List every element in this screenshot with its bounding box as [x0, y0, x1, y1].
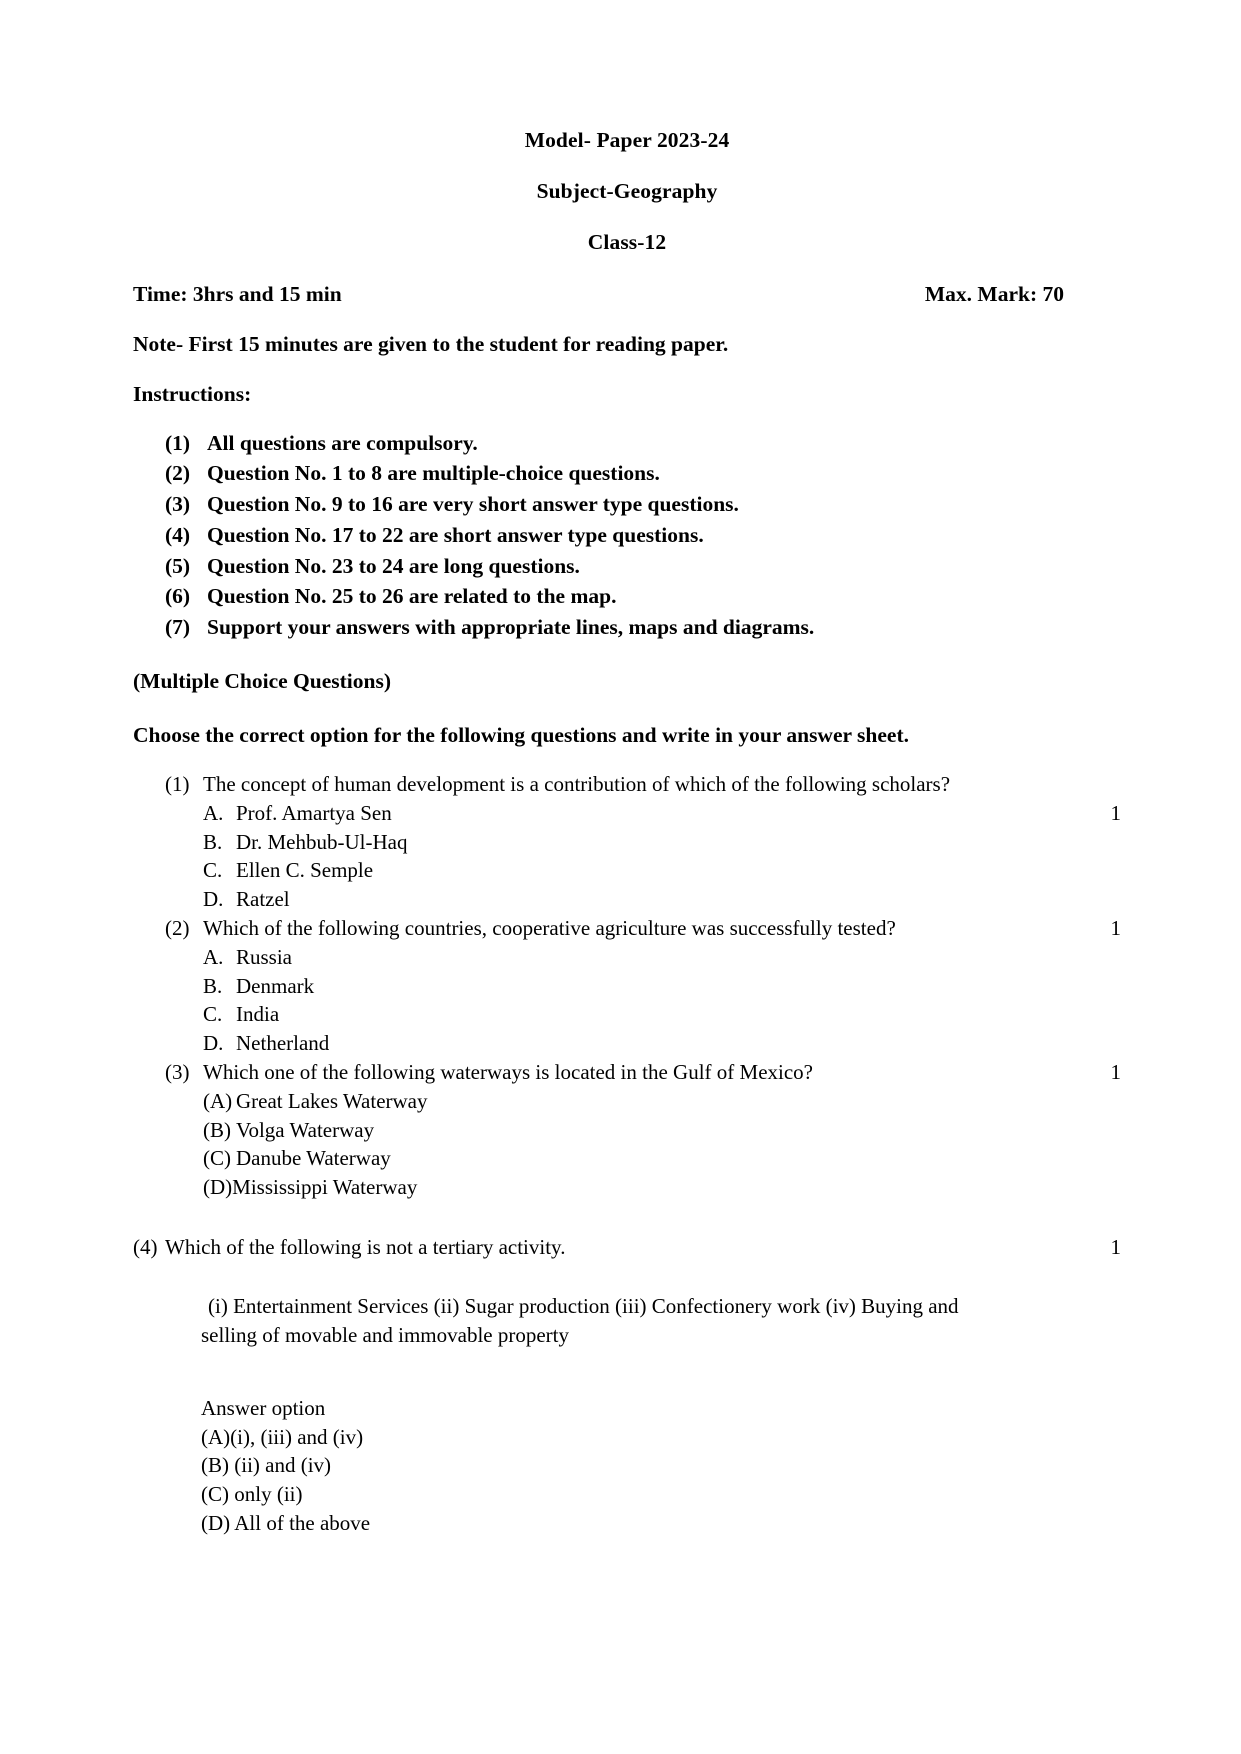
option-text: Denmark [236, 973, 315, 998]
option-item[interactable] [203, 1116, 1121, 1145]
option-item[interactable] [203, 1029, 1121, 1058]
answer-option-label: Answer option [201, 1395, 326, 1420]
paper-title: Model- Paper 2023-24 [524, 128, 730, 152]
instruction-number: (1) [165, 430, 191, 455]
question-number: (3) [165, 1059, 190, 1084]
instruction-number: (4) [165, 522, 191, 547]
instruction-item [133, 520, 1121, 551]
instruction-text: All questions are compulsory. [207, 430, 478, 455]
option-text: India [236, 1002, 280, 1027]
question-row [133, 1233, 1121, 1262]
option-text: Mississippi Waterway [232, 1175, 418, 1200]
option-text: Ratzel [236, 887, 290, 912]
option-item[interactable] [203, 856, 1121, 885]
question-statement: Which of the following countries, cooperative agriculture was successfully tested? [203, 915, 896, 940]
question-block [133, 770, 1121, 914]
question-mark: 1 [1110, 915, 1121, 940]
instruction-item [133, 458, 1121, 489]
option-item[interactable] [203, 1087, 1121, 1116]
option-letter: A. [203, 800, 224, 825]
option-letter: B. [203, 973, 223, 998]
option-item[interactable] [203, 943, 1121, 972]
question-mark: 1 [1110, 1059, 1121, 1084]
option-letter: (C) [203, 1146, 231, 1171]
option-letter: C. [203, 1002, 223, 1027]
option-letter: (B) [203, 1117, 231, 1142]
question-block [133, 914, 1121, 1058]
question-number: (1) [165, 771, 190, 796]
option-text: Great Lakes Waterway [236, 1088, 428, 1113]
instructions-list [133, 428, 1121, 643]
question-mark: 1 [1110, 800, 1121, 825]
option-letter: (A) [203, 1088, 233, 1113]
instruction-text: Question No. 17 to 22 are short answer type questions. [207, 522, 704, 547]
instruction-number: (5) [165, 553, 191, 578]
question-statement: The concept of human development is a contribution of which of the following scholars? [203, 771, 951, 796]
instruction-text: Support your answers with appropriate lines, maps and diagrams. [207, 615, 815, 640]
option-letter: C. [203, 858, 223, 883]
option-text: Volga Waterway [236, 1117, 375, 1142]
question-block [133, 1058, 1121, 1202]
option-text: Dr. Mehbub-Ul-Haq [236, 829, 408, 854]
option-letter: B. [203, 829, 223, 854]
option-letter: (D) [203, 1175, 233, 1200]
questions-list [133, 770, 1121, 1538]
answer-option-item[interactable]: (D) All of the above [201, 1510, 371, 1535]
instruction-number: (2) [165, 461, 191, 486]
option-item[interactable] [203, 972, 1121, 1001]
instruction-item [133, 612, 1121, 643]
question-number: (4) [133, 1234, 158, 1259]
instruction-text: Question No. 9 to 16 are very short answer type questions. [207, 492, 739, 517]
option-item[interactable] [203, 1173, 1121, 1202]
option-item[interactable] [203, 1000, 1121, 1029]
question-statement: Which one of the following waterways is located in the Gulf of Mexico? [203, 1059, 813, 1084]
instruction-text: Question No. 1 to 8 are multiple-choice questions. [207, 461, 660, 486]
exam-note: Note- First 15 minutes are given to the student for reading paper. [133, 331, 729, 356]
option-item[interactable] [203, 885, 1121, 914]
question-row [133, 1058, 1121, 1087]
option-list [133, 943, 1121, 1058]
option-text: Netherland [236, 1031, 330, 1056]
instructions-heading: Instructions: [133, 381, 252, 406]
answer-option-item[interactable]: (A)(i), (iii) and (iv) [201, 1424, 364, 1449]
option-list [133, 1087, 1121, 1202]
question-mark: 1 [1110, 1234, 1121, 1259]
option-item[interactable] [203, 828, 1121, 857]
exam-max-mark-label: Max. Mark: 70 [924, 281, 1064, 306]
instruction-number: (3) [165, 492, 191, 517]
paper-class: Class-12 [587, 230, 667, 255]
exam-time-label: Time: 3hrs and 15 min [133, 281, 342, 306]
instruction-text: Question No. 23 to 24 are long questions. [207, 553, 580, 578]
question-statement: Which of the following is not a tertiary activity. [165, 1234, 566, 1259]
paper-subject: Subject-Geography [536, 179, 718, 204]
question-block [133, 1233, 1121, 1538]
question-text [203, 1058, 1121, 1087]
answer-option-item[interactable]: (C) only (ii) [201, 1482, 303, 1507]
question-row [133, 914, 1121, 943]
option-text: Prof. Amartya Sen [236, 800, 392, 825]
mcq-section-title: (Multiple Choice Questions) [133, 668, 391, 693]
instruction-number: (7) [165, 615, 191, 640]
instruction-item [133, 428, 1121, 459]
option-list [133, 799, 1121, 914]
answer-option-block [133, 1394, 1121, 1538]
option-letter: A. [203, 944, 224, 969]
option-text: Ellen C. Semple [236, 858, 374, 883]
instruction-number: (6) [165, 584, 191, 609]
question-number: (2) [165, 915, 190, 940]
question-subitems: (i) Entertainment Services (ii) Sugar production (iii) Confectionery work (iv) Buying and selling of movable and immovable property [201, 1293, 959, 1347]
option-item[interactable] [203, 799, 1121, 828]
instruction-item [133, 551, 1121, 582]
mcq-directive: Choose the correct option for the following questions and write in your answer sheet. [133, 722, 909, 747]
answer-option-item[interactable]: (B) (ii) and (iv) [201, 1453, 332, 1478]
instruction-item [133, 581, 1121, 612]
option-text: Russia [236, 944, 293, 969]
instruction-text: Question No. 25 to 26 are related to the map. [207, 584, 617, 609]
question-text [203, 914, 1121, 943]
option-letter: D. [203, 887, 224, 912]
option-text: Danube Waterway [236, 1146, 391, 1171]
exam-meta-row [133, 282, 1121, 307]
option-item[interactable] [203, 1144, 1121, 1173]
instruction-item [133, 489, 1121, 520]
option-letter: D. [203, 1031, 224, 1056]
